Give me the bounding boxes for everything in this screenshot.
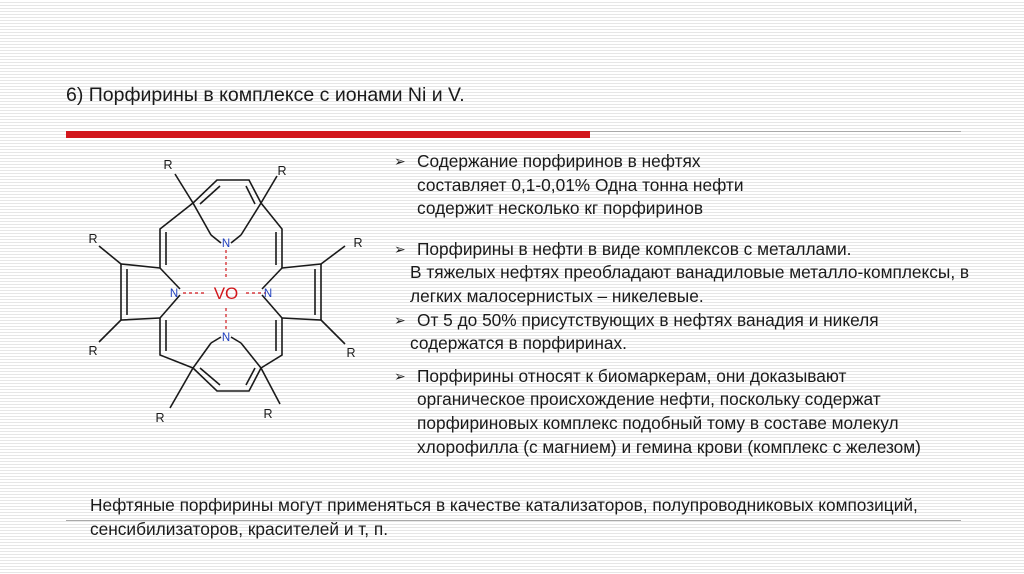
bullet-list [392, 150, 982, 459]
bullet-item [392, 150, 982, 221]
bullet-arrow-icon: ➢ [394, 153, 406, 169]
bullet-arrow-icon: ➢ [394, 367, 406, 384]
substituent-r-4: R [353, 236, 363, 250]
vo-center-label: VO [213, 284, 239, 303]
nitrogen-label-right: N [263, 288, 273, 300]
substituent-r-5: R [88, 344, 98, 358]
substituent-r-6: R [346, 346, 356, 360]
porphyrin-svg [70, 150, 390, 430]
substituent-r-1: R [163, 158, 173, 172]
nitrogen-label-top: N [221, 238, 231, 250]
bullet-text-continuation: органическое происхождение нефти, поскольку содержат порфириновых комплекс подобный тому в составе молекул хлорофилла (с магнием) и гемина крови (комплекс с железом) [417, 389, 921, 457]
footer-text: Нефтяные порфирины могут применяться в качестве катализаторов, полупроводниковых композиций, сенсибилизаторов, красителей и т, п. [90, 495, 918, 539]
bullet-text: От 5 до 50% присутствующих в нефтях ванадия и никеля [417, 309, 879, 330]
nitrogen-label-bottom: N [221, 332, 231, 344]
bullet-text-continuation: В тяжелых нефтях преобладают ванадиловые металло-комплексы, в легких малосернистых – никелевые. [410, 262, 970, 306]
substituent-r-7: R [155, 411, 165, 425]
substituent-r-2: R [277, 164, 287, 178]
substituent-r-3: R [88, 232, 98, 246]
substituent-r-8: R [263, 407, 273, 421]
porphyrin-structure-diagram [70, 150, 390, 430]
bullet-arrow-icon: ➢ [394, 311, 406, 328]
bullet-item [392, 238, 982, 309]
bullet-text: Содержание порфиринов в нефтях составляет 0,1-0,01% Одна тонна нефти содержит несколько кг порфиринов [417, 151, 744, 219]
title-accent-bar [66, 131, 590, 138]
slide-title: 6) Порфирины в комплексе с ионами Ni и V. [66, 84, 465, 106]
bullet-text-continuation: содержатся в порфиринах. [410, 333, 627, 354]
bullet-arrow-icon: ➢ [394, 240, 406, 257]
bullet-text: Порфирины в нефти в виде комплексов с металлами. [417, 238, 852, 259]
nitrogen-label-left: N [169, 288, 179, 300]
bullet-text: Порфирины относят к биомаркерам, они доказывают [417, 365, 847, 386]
bullet-item [392, 309, 982, 356]
bullet-item [392, 365, 982, 459]
